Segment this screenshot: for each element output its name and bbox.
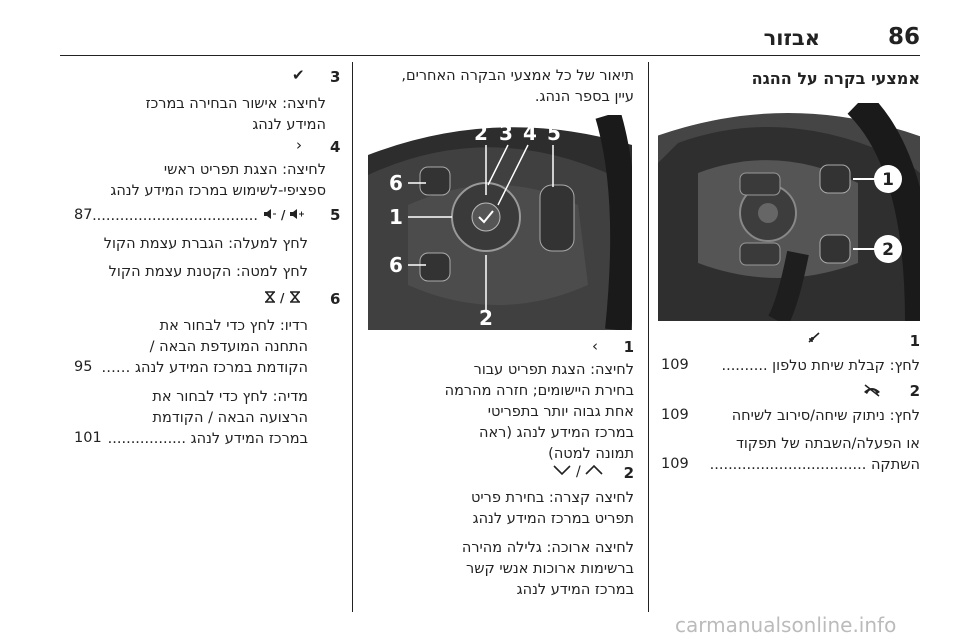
- item-number: 5: [330, 206, 341, 224]
- steering-wheel-photo-right: [658, 103, 920, 321]
- item-text-line: רדיו: לחץ כדי לבחור את: [159, 318, 308, 334]
- page-ref: 101: [74, 430, 102, 446]
- item-number: 2: [909, 382, 920, 400]
- item-text-line: לחיצה: הצגת תפריט עבור: [473, 362, 634, 378]
- item-text-line: תפריט במרכז המידע לנהג: [472, 511, 634, 527]
- watermark: carmanualsonline.info: [675, 613, 897, 637]
- page-ref: 109: [661, 357, 689, 373]
- column-divider: [648, 62, 649, 612]
- item-text-line: תמונה למטה): [548, 446, 634, 462]
- item-text-line: ברשימות ארוכות אנשי קשר: [466, 561, 634, 577]
- chevron-right-icon: ›: [296, 136, 302, 154]
- callout-1: 1: [389, 205, 403, 229]
- page-ref: 109: [661, 456, 689, 472]
- item-number: 1: [909, 332, 920, 350]
- item-text-line: במרכז המידע לנהג (ראה: [479, 425, 634, 441]
- callout-6: 6: [389, 171, 403, 195]
- header-rule: [60, 55, 920, 56]
- svg-text:/: /: [281, 208, 286, 221]
- item-text-line: במרכז המידע לנהג .................: [107, 431, 308, 447]
- item-text-line: אחת גבוה יותר בתפריטי: [487, 404, 634, 420]
- item-text-line: הרצועה הבאה / הקודמת: [152, 410, 308, 426]
- item-text-line: השתקה ..................................: [709, 457, 920, 473]
- callout-5: 5: [547, 121, 561, 145]
- callout-4: 4: [523, 121, 537, 145]
- intro-line: תיאור של כל אמצעי הבקרה האחרים,: [401, 68, 634, 84]
- item-number: 2: [623, 464, 634, 482]
- callout-3: 3: [499, 121, 513, 145]
- item-text-line: בחירת היישומים; חזרה מהרמה: [444, 383, 634, 399]
- callout-2: 2: [474, 121, 488, 145]
- item-number: 6: [330, 290, 341, 308]
- checkmark-icon: ✔: [292, 66, 305, 84]
- page-ref: 95: [74, 359, 93, 375]
- page-ref: 87: [74, 207, 93, 223]
- hang-up-icon: [862, 383, 882, 401]
- item-text-line: במרכז המידע לנהג: [516, 582, 634, 598]
- section-title: אבזור: [763, 26, 820, 50]
- svg-text:/: /: [280, 291, 285, 304]
- item-text: לחץ: קבלת שיחת טלפון ..........: [721, 358, 920, 374]
- item-text-line: לחיצה קצרה: בחירת פריט: [471, 490, 634, 506]
- voice-control-icon: [806, 330, 822, 350]
- volume-icon: [262, 207, 306, 225]
- callout-2: 2: [882, 240, 894, 260]
- callout-6: 6: [389, 253, 403, 277]
- item-text-line: הקודמת במרכז המידע לנהג ……: [101, 360, 308, 376]
- item-text-line: לחץ: ניתוק שיחה/סירוב לשיחה: [731, 408, 920, 424]
- item-text-line: ספציפי-לשימוש במרכז המידע לנהג: [110, 183, 326, 199]
- item-text-line: לחיצה: הצגת תפריט ראשי: [163, 162, 326, 178]
- item-text-line: או הפעלה/השבתה של תפקוד: [735, 436, 920, 452]
- callout-1: 1: [882, 170, 894, 190]
- page-ref: 109: [661, 407, 689, 423]
- column-heading: אמצעי בקרה על ההגה: [751, 69, 920, 88]
- preset-up-down-icon: [262, 290, 306, 308]
- item-number: 3: [330, 68, 341, 86]
- item-text-line: לחיצה ארוכה: גלילה מהירה: [461, 540, 634, 556]
- item-number: 4: [330, 138, 341, 156]
- steering-wheel-photo-middle: [368, 115, 632, 330]
- item-text-line: לחץ למעלה: הגברת עצמת הקול: [103, 236, 308, 252]
- item-text-line: לחיצה: אישור הבחירה במרכז: [145, 96, 326, 112]
- chevron-up-down-icon: [548, 462, 604, 484]
- item-number: 1: [623, 338, 634, 356]
- item-text-line: לחץ למטה: הקטנת עצמת הקול: [108, 264, 308, 280]
- item-text-line: התחנה המועדפת הבאה /: [149, 339, 308, 355]
- chevron-left-icon: ‹: [592, 337, 598, 355]
- intro-line: עיין בספר הנהג.: [534, 89, 634, 105]
- callout-2: 2: [479, 306, 493, 330]
- column-divider: [352, 62, 353, 612]
- leader-dots: ....................................: [92, 208, 258, 224]
- item-text-line: המידע לנהג: [252, 117, 326, 133]
- item-text-line: מדיה: לחץ כדי לבחור את: [152, 389, 308, 405]
- svg-text:/: /: [576, 464, 581, 480]
- page-number: 86: [887, 24, 920, 50]
